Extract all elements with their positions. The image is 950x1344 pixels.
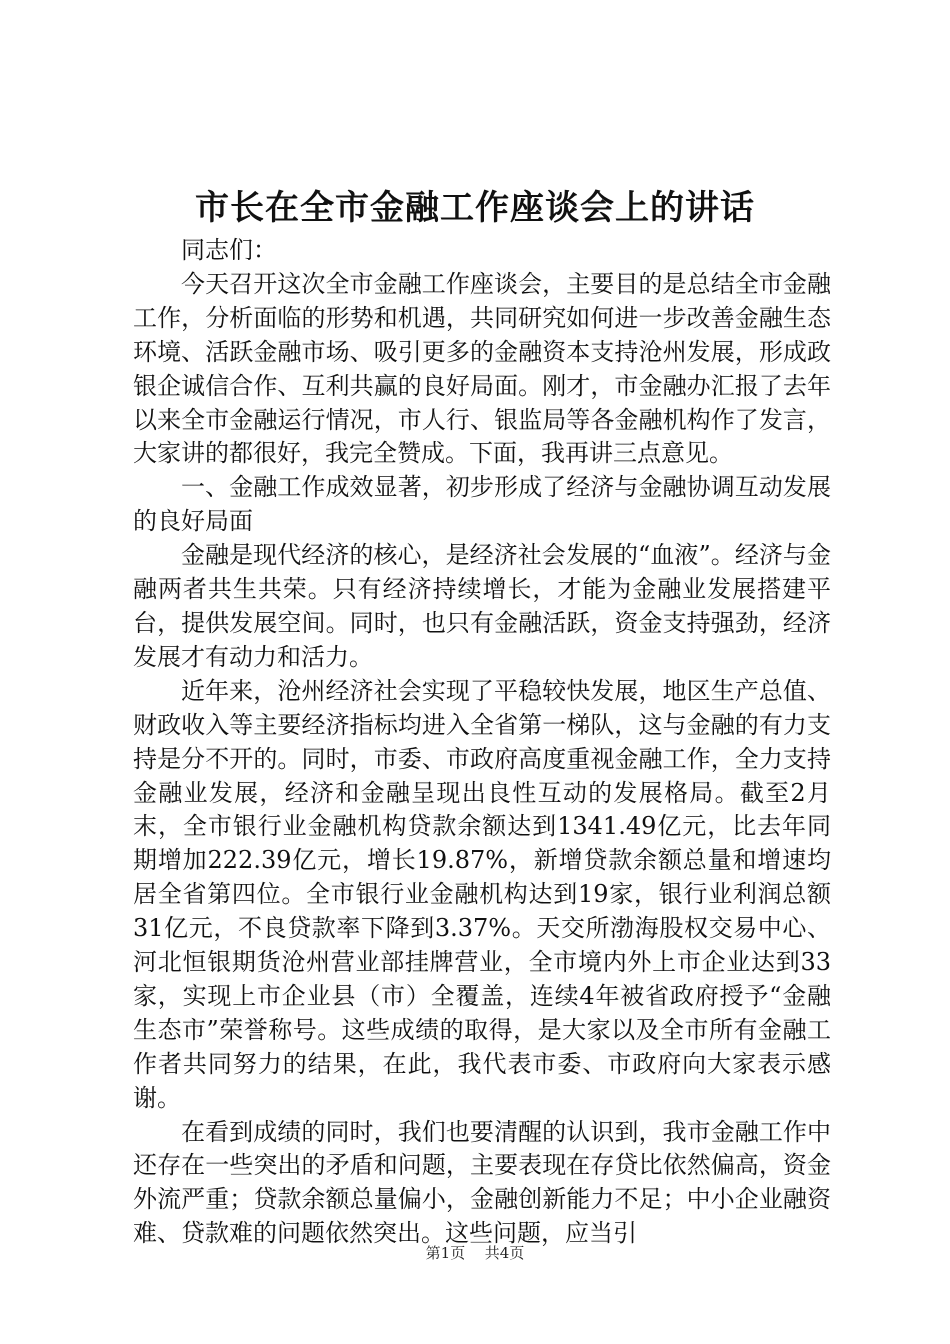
body-paragraph: 近年来，沧州经济社会实现了平稳较快发展，地区生产总值、财政收入等主要经济指标均进入全省第一梯队，这与金融的有力支持是分不开的。同时，市委、市政府高度重视金融工作，全力支持金融业发展，经济和金融呈现出良性互动的发展格局。截至2月末，全市银行业金融机构贷款余额达到1341.49亿元，比去年同期增加222.39亿元，增长19.87%，新增贷款余额总量和增速均居全省第四位。全市银行业金融机构达到19家，银行业利润总额31亿元，不良贷款率下降到3.37%。天交所渤海股权交易中心、河北恒银期货沧州营业部挂牌营业，全市境内外上市企业达到33家，实现上市企业县（市）全覆盖，连续4年被省政府授予“金融生态市”荣誉称号。这些成绩的取得，是大家以及全市所有金融工作者共同努力的结果，在此，我代表市委、市政府向大家表示感谢。 [133,676,831,1112]
document-title: 市长在全市金融工作座谈会上的讲话 [195,188,755,228]
page-total: 共4页 [484,1244,525,1262]
page-number: 第1页 [425,1244,466,1262]
intro-paragraph: 今天召开这次全市金融工作座谈会，主要目的是总结全市金融工作，分析面临的形势和机遇，共同研究如何进一步改善金融生态环境、活跃金融市场、吸引更多的金融资本支持沧州发展，形成政银企诚信合作、互利共赢的良好局面。刚才，市金融办汇报了去年以来全市金融运行情况，市人行、银监局等各金融机构作了发言，大家讲的都很好，我完全赞成。下面，我再讲三点意见。 [133,269,831,468]
body-paragraph: 金融是现代经济的核心，是经济社会发展的“血液”。经济与金融两者共生共荣。只有经济持续增长，才能为金融业发展搭建平台，提供发展空间。同时，也只有金融活跃，资金支持强劲，经济发展才有动力和活力。 [133,541,831,671]
salutation-paragraph: 同志们： [181,236,277,264]
page-footer [0,1243,950,1263]
body-paragraph: 在看到成绩的同时，我们也要清醒的认识到，我市金融工作中还存在一些突出的矛盾和问题，主要表现在存贷比依然偏高，资金外流严重；贷款余额总量偏小，金融创新能力不足；中小企业融资难、贷款难的问题依然突出。这些问题，应当引 [133,1117,831,1248]
section-heading: 一、金融工作成效显著，初步形成了经济与金融协调互动发展的良好局面 [133,473,831,536]
document-body [133,234,831,1251]
